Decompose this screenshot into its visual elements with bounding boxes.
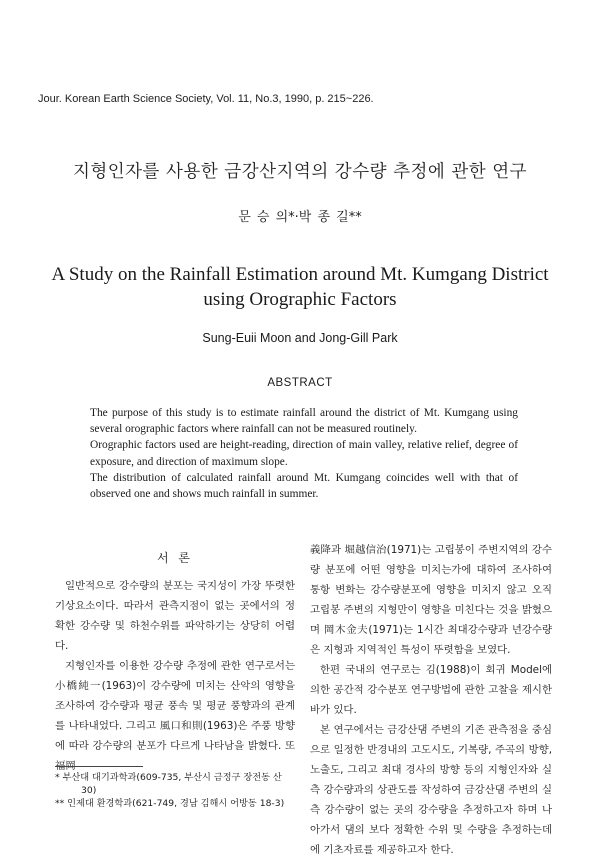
footnote-divider [55, 766, 143, 767]
journal-citation: Jour. Korean Earth Science Society, Vol. 11, No.3, 1990, p. 215~226. [38, 93, 374, 105]
title-korean: 지형인자를 사용한 금강산지역의 강수량 추정에 관한 연구 [72, 162, 528, 182]
body-paragraph: 한편 국내의 연구로는 김(1988)이 회귀 Model에 의한 공간적 강수분포 연구방법에 관한 고찰을 제시한 바가 있다. [310, 664, 552, 716]
footnotes [55, 771, 295, 810]
abstract-paragraph: The purpose of this study is to estimate rainfall around the district of Mt. Kumgang using several orographic factors where rainfall can not be measured routinely. [90, 407, 518, 436]
right-column [310, 540, 552, 860]
section-heading-introduction: 서 론 [157, 551, 193, 565]
abstract-heading: ABSTRACT [267, 377, 333, 389]
abstract-paragraph: Orographic factors used are height-reading, direction of main valley, relative relief, degree of exposure, and direction of maximum slope. [90, 439, 518, 468]
abstract-body [90, 405, 518, 502]
title-english [0, 262, 600, 312]
title-english-line-2: using Orographic Factors [203, 289, 397, 310]
authors-korean: 문 승 의*·박 종 길** [238, 210, 362, 225]
authors-english: Sung-Euii Moon and Jong-Gill Park [202, 331, 398, 345]
body-paragraph: 義降과 堀越信治(1971)는 고립봉이 주변지역의 강수량 분포에 어떤 영향을 미치는가에 대하여 조사하여 통항 변화는 강수량분포에 영향을 미치지 않고 오직 고립봉 주변의 지형만이 영향을 미친다는 것을 밝혔으며 岡木金夫(1971)는 1시간 최대강수량과 년강수량은 지형과 지역적인 특성이 뚜렷함을 보였다. [310, 544, 552, 656]
body-paragraph: 지형인자를 이용한 강수량 추정에 관한 연구로서는 小橋純一(1963)이 강수량에 미치는 산악의 영향을 조사하여 강수량과 평균 풍속 및 평균 풍향과의 관계를 나타내었다. 그리고 風口和則(1963)은 주풍 방향에 따라 강수량의 분포가 다르게 나타남을 밝혔다. 또 福岡 [55, 660, 295, 772]
left-column [55, 576, 295, 776]
body-paragraph: 본 연구에서는 금강산댐 주변의 기존 관측점을 중심으로 일정한 반경내의 고도시도, 기복량, 주곡의 방향, 노출도, 그리고 최대 경사의 방향 등의 지형인자와 실측 강수량과의 상관도를 작성하여 금강산댐 주변의 실측 강수량이 없는 곳의 강수량을 추정하고자 하며 나아가서 댐의 보다 정확한 수위 및 수량을 추정하는데에 기초자료를 제공하고자 한다. [310, 724, 552, 856]
title-english-line-1: A Study on the Rainfall Estimation around Mt. Kumgang District [51, 264, 549, 285]
footnote: * 부산대 대기과학과(609-735, 부산시 금정구 장전동 산 30) [55, 772, 282, 796]
footnote: ** 인제대 환경학과(621-749, 경남 김해시 어방동 18-3) [55, 798, 285, 809]
body-paragraph: 일반적으로 강수량의 분포는 국지성이 가장 뚜렷한 기상요소이다. 따라서 관측지점이 없는 곳에서의 정확한 강수량 및 하천수위를 파악하기는 상당히 어렵다. [55, 580, 295, 652]
abstract-paragraph: The distribution of calculated rainfall around Mt. Kumgang coincides well with that of observed one and shows much rainfall in summer. [90, 471, 518, 501]
